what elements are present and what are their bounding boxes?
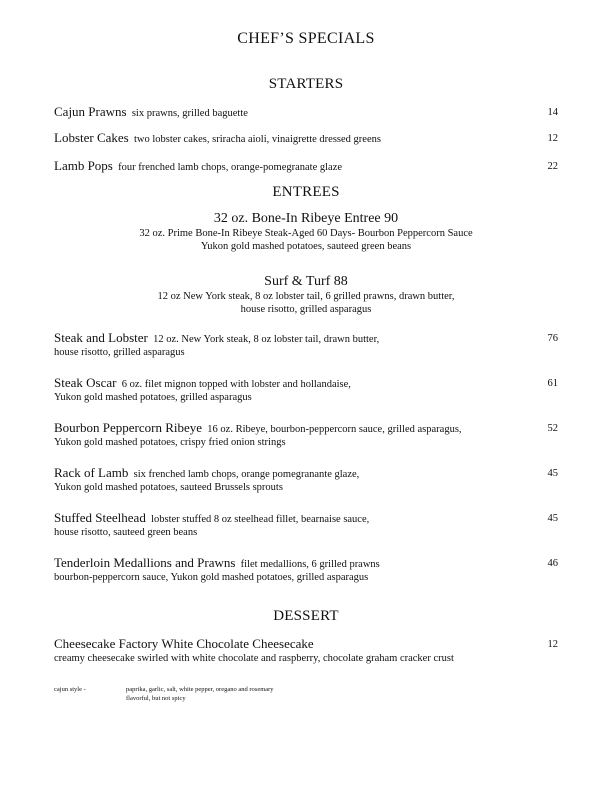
menu-item-desc: six frenched lamb chops, orange pomegranante glaze,: [133, 469, 360, 480]
menu-item-desc: creamy cheesecake swirled with white chocolate and raspberry, chocolate graham cracker crust: [54, 653, 454, 664]
menu-item-name: Tenderloin Medallions and Prawns: [54, 555, 236, 570]
section-heading-entrees: ENTREES: [272, 184, 340, 200]
footnote-line: paprika, garlic, salt, white pepper, oregano and rosemary: [126, 686, 274, 693]
menu-item-price: 14: [547, 107, 558, 118]
menu-item-lamb-pops: [54, 158, 342, 174]
menu-item-name: Cheesecake Factory White Chocolate Cheesecake: [54, 636, 314, 651]
featured-item-ribeye: [0, 211, 612, 252]
menu-item-name: Bourbon Peppercorn Ribeye: [54, 420, 203, 435]
featured-item-name: 32 oz. Bone-In Ribeye Entree 90: [213, 211, 399, 226]
section-heading-starters: STARTERS: [268, 76, 344, 92]
menu-item-price: 12: [547, 133, 558, 144]
menu-item-bourbon-ribeye: [54, 420, 462, 448]
featured-item-desc: 32 oz. Prime Bone-In Ribeye Steak-Aged 60 Days- Bourbon Peppercorn Sauce: [139, 228, 473, 239]
menu-item-desc: 6 oz. filet mignon topped with lobster and hollandaise,: [121, 379, 351, 390]
menu-item-name: Steak Oscar: [54, 375, 117, 390]
footnote-line: flavorful, but not spicy: [126, 695, 186, 702]
menu-item-desc: bourbon-peppercorn sauce, Yukon gold mashed potatoes, grilled asparagus: [54, 572, 369, 583]
menu-item-desc: six prawns, grilled baguette: [131, 108, 248, 119]
featured-item-name: Surf & Turf 88: [264, 274, 348, 289]
footnote-label: cajun style -: [54, 686, 86, 693]
menu-item-name: Stuffed Steelhead: [54, 510, 146, 525]
menu-item-price: 52: [547, 423, 558, 434]
menu-item-name: Rack of Lamb: [54, 465, 129, 480]
menu-item-desc: two lobster cakes, sriracha aioli, vinaigrette dressed greens: [133, 134, 381, 145]
menu-item-name: Lamb Pops: [54, 158, 113, 173]
menu-item-steak-oscar: [54, 375, 351, 403]
menu-item-price: 22: [547, 161, 558, 172]
menu-item-desc: lobster stuffed 8 oz steelhead fillet, bearnaise sauce,: [151, 514, 370, 525]
menu-item-rack-of-lamb: [54, 465, 359, 493]
menu-item-desc: house risotto, grilled asparagus: [54, 347, 185, 358]
menu-item-desc: Yukon gold mashed potatoes, crispy fried onion strings: [54, 437, 286, 448]
menu-item-price: 76: [547, 333, 558, 344]
menu-item-desc: Yukon gold mashed potatoes, sauteed Brussels sprouts: [54, 482, 283, 493]
menu-item-cheesecake: [54, 636, 454, 664]
menu-item-desc: Yukon gold mashed potatoes, grilled asparagus: [54, 392, 252, 403]
menu-item-stuffed-steelhead: [54, 510, 369, 538]
page-title: CHEF’S SPECIALS: [237, 30, 375, 47]
featured-item-desc: 12 oz New York steak, 8 oz lobster tail, 6 grilled prawns, drawn butter,: [157, 291, 455, 302]
menu-item-desc: house risotto, sauteed green beans: [54, 527, 198, 538]
featured-item-desc: Yukon gold mashed potatoes, sauteed green beans: [200, 241, 412, 252]
menu-item-price: 45: [547, 513, 558, 524]
menu-item-name: Lobster Cakes: [54, 130, 129, 145]
menu-item-desc: 16 oz. Ribeye, bourbon-peppercorn sauce, grilled asparagus,: [207, 424, 462, 435]
menu-item-name: Cajun Prawns: [54, 104, 127, 119]
menu-item-cajun-prawns: [54, 104, 248, 120]
menu-item-price: 61: [547, 378, 558, 389]
menu-item-price: 45: [547, 468, 558, 479]
featured-item-desc: house risotto, grilled asparagus: [240, 304, 372, 315]
featured-item-surf-turf: [0, 274, 612, 315]
section-heading-dessert: DESSERT: [273, 608, 339, 624]
menu-item-desc: 12 oz. New York steak, 8 oz lobster tail, drawn butter,: [153, 334, 380, 345]
menu-item-steak-lobster: [54, 330, 379, 358]
menu-item-price: 12: [547, 639, 558, 650]
menu-item-desc: four frenched lamb chops, orange-pomegranate glaze: [118, 162, 343, 173]
menu-item-name: Steak and Lobster: [54, 330, 148, 345]
menu-item-desc: filet medallions, 6 grilled prawns: [240, 559, 380, 570]
menu-item-tenderloin-prawns: [54, 555, 380, 583]
menu-item-price: 46: [547, 558, 558, 569]
menu-item-lobster-cakes: [54, 130, 381, 146]
